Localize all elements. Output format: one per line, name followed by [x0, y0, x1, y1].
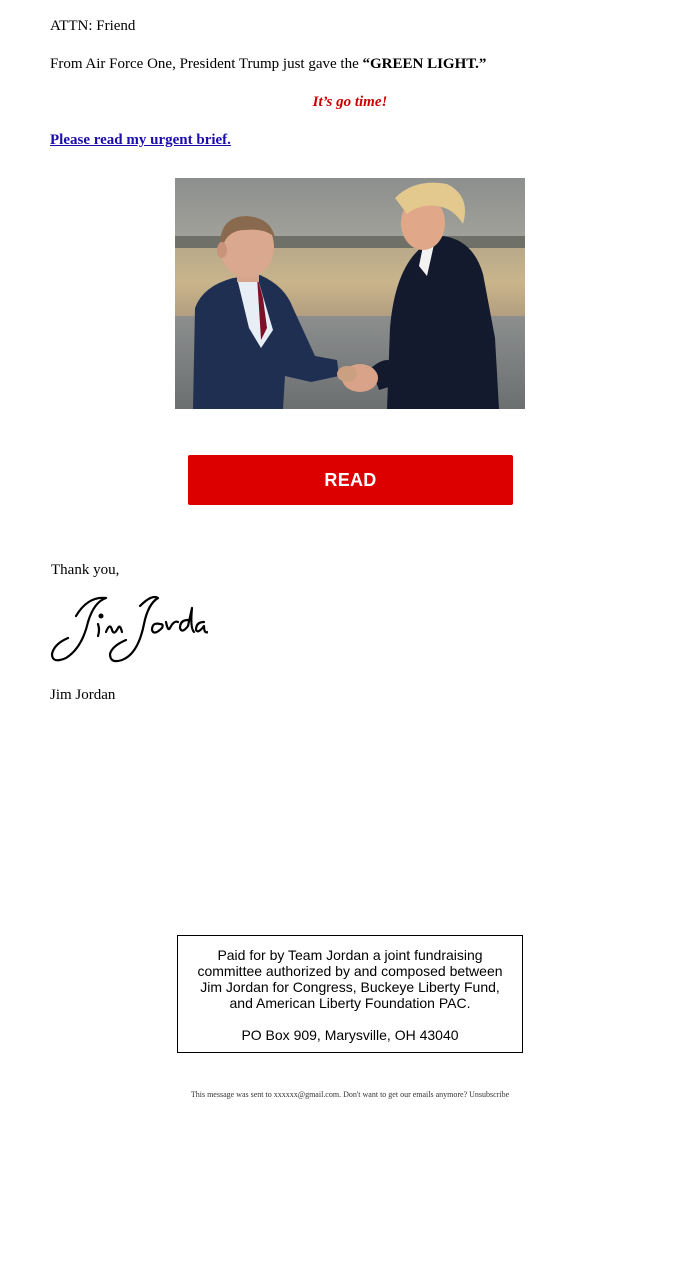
unsubscribe-line: [0, 1090, 700, 1100]
paid-for-text: Paid for by Team Jordan a joint fundraising committee authorized by and composed between Jim Jordan for Congress, Buckeye Liberty Fund, and American Liberty Foundation PAC.: [197, 947, 503, 1011]
lead-paragraph: [50, 55, 486, 73]
handshake-photo-illustration: [175, 178, 525, 409]
mailing-address: PO Box 909, Marysville, OH 43040: [241, 1027, 459, 1043]
unsubscribe-link[interactable]: Unsubscribe: [469, 1090, 510, 1099]
closing-text: Thank you,: [51, 562, 120, 578]
read-button[interactable]: READ: [188, 455, 513, 505]
handshake-photo[interactable]: [175, 178, 525, 409]
lead-bold-text: “GREEN LIGHT.”: [362, 56, 487, 72]
signature-image: [48, 588, 208, 668]
paid-for-disclaimer-box: [177, 935, 523, 1053]
go-time-text: It’s go time!: [312, 94, 388, 110]
lead-text: From Air Force One, President Trump just gave the: [50, 56, 363, 72]
sent-to-text: This message was sent to xxxxxx@gmail.com. Don't want to get our emails anymore?: [190, 1090, 468, 1099]
handwritten-signature: [48, 588, 208, 668]
signature-name: Jim Jordan: [50, 687, 116, 703]
greeting-text: ATTN: Friend: [50, 18, 136, 34]
urgent-brief-link[interactable]: Please read my urgent brief.: [50, 132, 231, 148]
